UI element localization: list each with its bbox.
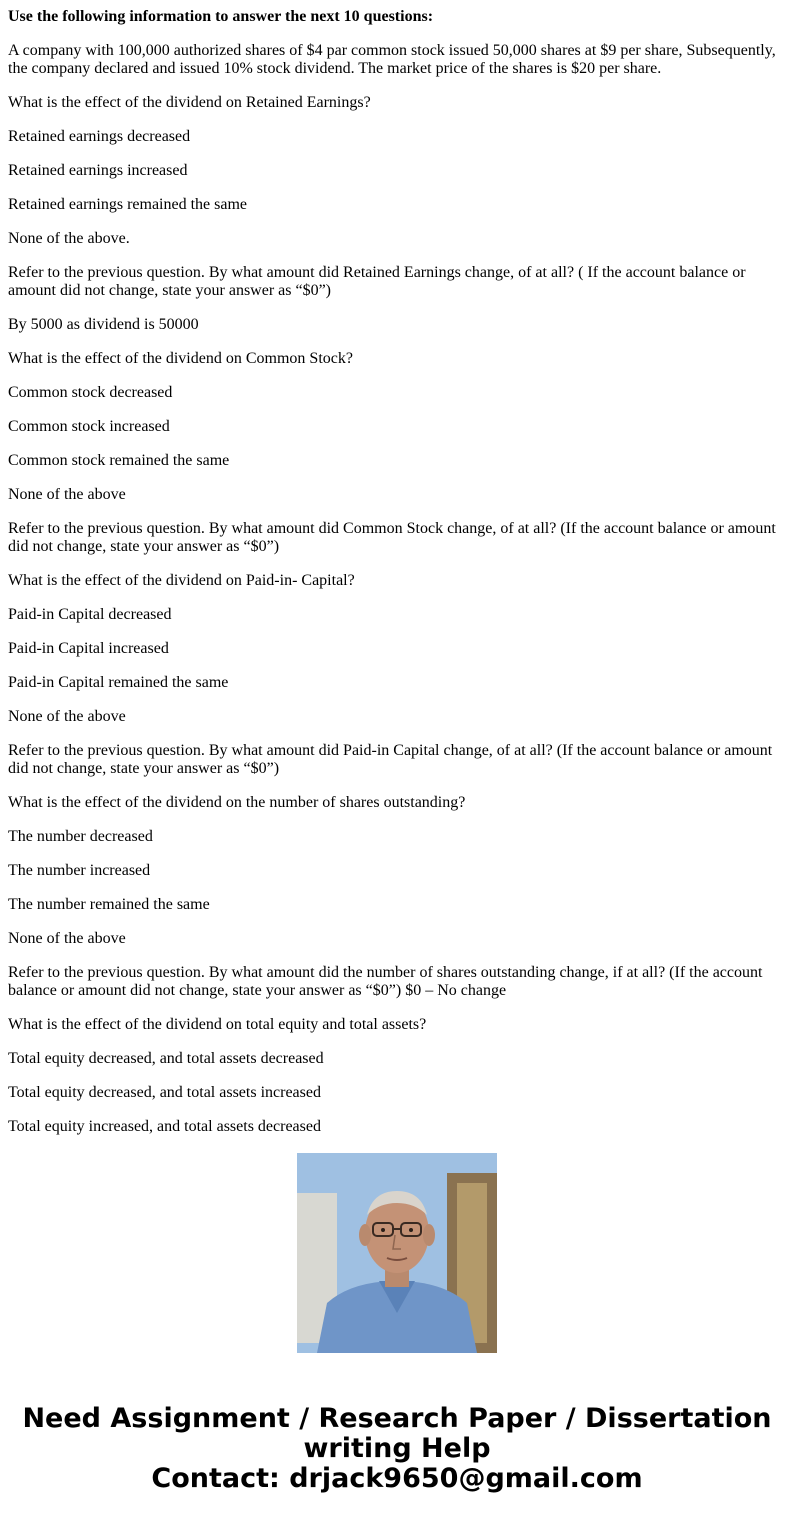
- promo-line-1: Need Assignment / Research Paper / Dissertation: [22, 1403, 772, 1434]
- option-item: Total equity decreased, and total assets increased: [8, 1084, 321, 1101]
- option-item: Paid-in Capital decreased: [8, 606, 172, 623]
- option-item: The number decreased: [8, 828, 153, 845]
- option-item: Paid-in Capital remained the same: [8, 674, 229, 691]
- option-item: None of the above.: [8, 230, 130, 247]
- option-item: Retained earnings increased: [8, 162, 188, 179]
- option-item: Total equity decreased, and total assets decreased: [8, 1050, 324, 1067]
- question-2: Refer to the previous question. By what amount did Retained Earnings change, of at all? ( If the account balance or amount did not change, state your answer as “$0”): [8, 264, 746, 299]
- person-photo-icon: [297, 1153, 497, 1353]
- option-item: None of the above: [8, 708, 126, 725]
- question-4: Refer to the previous question. By what amount did Common Stock change, of at all? (If the account balance or amount did not change, state your answer as “$0”): [8, 520, 776, 555]
- instructions-heading: Use the following information to answer the next 10 questions:: [8, 8, 434, 25]
- promo-banner: [0, 1404, 794, 1494]
- question-8: Refer to the previous question. By what amount did the number of shares outstanding change, if at all? (If the account balance or amount did not change, state your answer as “$0”) $0 – No change: [8, 964, 763, 999]
- option-item: Common stock remained the same: [8, 452, 230, 469]
- option-item: Retained earnings decreased: [8, 128, 191, 145]
- question-6: Refer to the previous question. By what amount did Paid-in Capital change, of at all? (If the account balance or amount did not change, state your answer as “$0”): [8, 742, 773, 777]
- option-item: Paid-in Capital increased: [8, 640, 169, 657]
- question-5: What is the effect of the dividend on Paid-in- Capital?: [8, 572, 355, 589]
- promo-line-2: writing Help: [303, 1433, 491, 1464]
- question-7: What is the effect of the dividend on the number of shares outstanding?: [8, 794, 466, 811]
- option-item: None of the above: [8, 486, 126, 503]
- option-item: Retained earnings remained the same: [8, 196, 248, 213]
- answer-text: By 5000 as dividend is 50000: [8, 316, 199, 333]
- option-item: The number remained the same: [8, 896, 210, 913]
- promo-contact: Contact: drjack9650@gmail.com: [151, 1463, 643, 1494]
- question-3: What is the effect of the dividend on Common Stock?: [8, 350, 353, 367]
- option-item: None of the above: [8, 930, 126, 947]
- option-item: Common stock increased: [8, 418, 170, 435]
- question-9: What is the effect of the dividend on total equity and total assets?: [8, 1016, 427, 1033]
- option-item: Total equity increased, and total assets decreased: [8, 1118, 321, 1135]
- option-item: The number increased: [8, 862, 151, 879]
- author-avatar: [297, 1153, 497, 1353]
- document-body: [8, 0, 784, 1135]
- option-item: Common stock decreased: [8, 384, 173, 401]
- question-context: A company with 100,000 authorized shares of $4 par common stock issued 50,000 shares at $9 per share, Subsequently, the company declared and issued 10% stock dividend. The market price of the shares is $20 per share.: [8, 42, 776, 77]
- question-1: What is the effect of the dividend on Retained Earnings?: [8, 94, 371, 111]
